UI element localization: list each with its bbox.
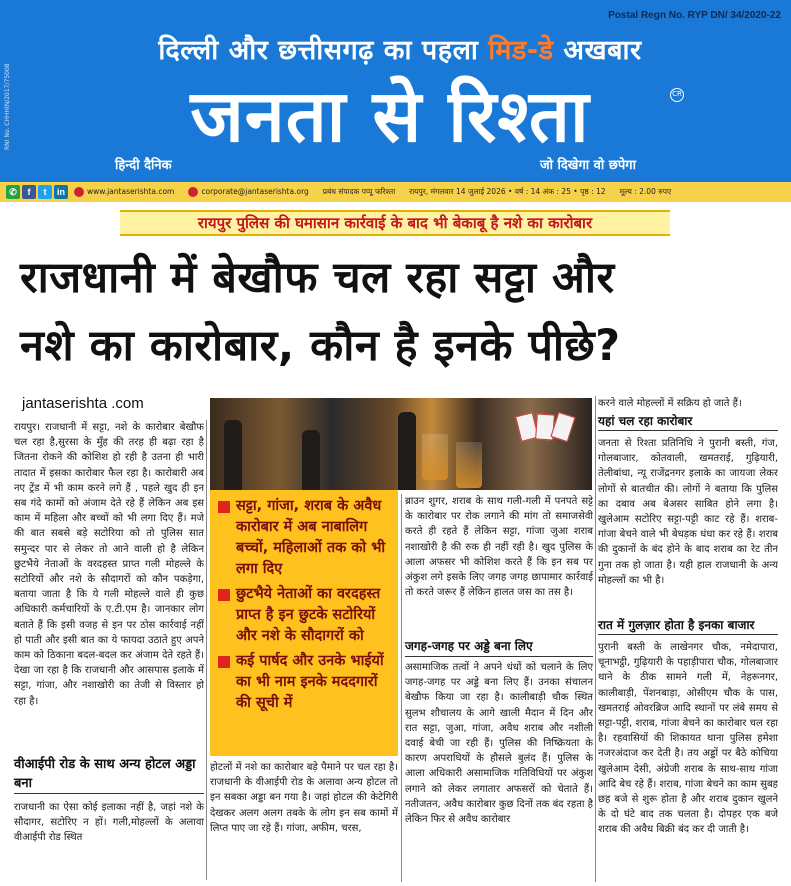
tagline-part2: अखबार [553, 35, 642, 66]
bullet-square-icon [218, 656, 230, 668]
article-column-left-continued [14, 800, 204, 880]
globe-icon [74, 187, 84, 197]
bottle-shape [302, 430, 320, 490]
linkedin-icon[interactable]: in [54, 185, 68, 199]
masthead-tagline [40, 30, 760, 67]
mail-icon [188, 187, 198, 197]
article-paragraph: होटलों में नशे का कारोबार बड़े पैमाने पर चल रहा है। राजधानी के वीआईपी रोड के अलावा अन्य होटल तो इन सबका अड्डा बन गया है। जहां होटल की केटेगिरी देखकर अलग अलग तबके के लोग इन सब कामों में लिप्त पाए जा रहे हैं। गांजा, अफीम, चरस, [210, 762, 398, 834]
article-photo [210, 398, 592, 490]
article-paragraph: रायपुर। राजधानी में सट्टा, नशे के कारोबार बेखौफ चल रहा है,सुरसा के मुँह की तरह ही बढ़ा रहा है जितना रोकने की कोशिश हो रही है उतना ही भारी तादात में इसका कारोबार फैल रहा है। कारोबारी अब नए ट्रेंड में भी काम करने लगे हैं , पहले खुद ही इन सब गंदे कामों को अंजाम देते रहे हैं लेकिन अब इस काम में महिला और बच्चों को भी लगा दिए हैं। मजे की बात सबसे बड़े सटोरिया को तो पुलिस सात समुन्दर पार से लेकर तो आने वाली हो है लेकिन छुटभैये नेताओं के वरदहस्त प्राप्त गली मोहल्ले के सटोरियों और नशे के सौदागरों को कौन पकड़ेगा, बताया जाता है कि ये गली मोहल्ले वाले ही कुछ अधिकारी कर्मचारियों के ए.टी.एम है। जानकार लोग बताते हैं कि इसी वजह से इन पर ठोस कार्रवाई नहीं हो पाती और इसी बात का ये फायदा उठाते हुए अपने काम को ठिकाना बदल-बदल कर अंजाम देते रहते हैं। देखा जा रहा है कि राजधानी और आसपास इलाके में सट्टा, गांजा, और नशाखोरी का तेजी से विस्तार हो रहा है। [14, 422, 204, 707]
email-link[interactable] [188, 187, 308, 197]
postal-registration: Postal Regn No. RYP DN/ 34/2020-22 [608, 10, 781, 21]
email-text: corporate@jantaserishta.org [201, 187, 309, 196]
tagline-highlight: मिड-डे [488, 35, 554, 66]
article-paragraph: ब्राउन शुगर, शराब के साथ गली-गली में पनपते सट्टे के कारोबार पर रोक लगाने की मांग तो समाजसेवी करते ही रहते हैं लेकिन सट्टा, गांजा जुआ शराब नशाखोरी है की रुक ही नहीं रही है। खुद पुलिस के आला अफसर भी कोशिश करते हैं कि इन सब पर अंकुश लगे इसके लिए जगह जगह छापामार कार्रवाई तो करते जरूर हैं लेकिन हालत जस का तस है। [405, 496, 593, 599]
subheading-night-market: रात में गुलज़ार होता है इनका बाजार [598, 616, 778, 635]
editor-credit: प्रबंध संपादक पप्पू फरिश्ता [322, 187, 396, 196]
newspaper-logo[interactable]: जनता से रिश्ता [190, 74, 590, 158]
highlight-item [218, 651, 390, 714]
column-divider [595, 396, 596, 882]
column-divider [206, 420, 207, 880]
subheading-karobar: यहां चल रहा कारोबार [598, 412, 778, 431]
kicker-headline: रायपुर पुलिस की घमासान कार्रवाई के बाद भी बेकाबू है नशे का कारोबार [120, 210, 670, 236]
highlight-item [218, 496, 390, 580]
highlight-item [218, 584, 390, 647]
article-column-right-karobar [598, 436, 778, 614]
article-paragraph: असामाजिक तत्वों ने अपने धंधों को चलाने के लिए जगह-जगह पर अड्डे बना लिए हैं। उनका संचालन बेखौफ किया जा रहा है। कालीबाड़ी चौक स्थित सुलभ शौचालय के आगे खाली मैदान में दिन और रात सट्टा, जुआ, गांजा, अवैध शराब और नशीली दवाई बेची जा रही हैं। पुलिस की निष्क्रियता के कारण अपराधियों के हौसले बुलंद हैं। पुलिस के आला अधिकारी असामाजिक गतिविधियों पर अंकुश लगाने को लेकर लगातार अफसरों को चेताते हैं। नतीजतन, अवैध कारोबार कुछ दिनों तक बंद रहता है लेकिन फिर से अवैध कारोबार [405, 662, 593, 826]
highlight-text: छुटभैये नेताओं का वरदहस्त प्राप्त है इन छुटके सटोरियों और नशे के सौदागरों को [236, 586, 381, 644]
bottle-shape [398, 412, 416, 490]
article-column-mid-upper [405, 494, 593, 634]
main-headline [20, 244, 780, 380]
registration-side-text: RNI No. CHHHIN/2017/75008 [4, 63, 11, 150]
registered-mark-icon: CR [670, 88, 684, 102]
article-paragraph: जनता से रिश्ता प्रतिनिधि ने पुरानी बस्ती, गंज, गोलबाजार, कोतवाली, खमतराई, गुढ़ियारी, तेलीबांधा, न्यू राजेंद्रनगर इलाके का जायजा लेकर लोगों से बातचीत की। लोगों ने बताया कि पुलिस का दबाव अब बेअसर साबित होने लगा है। खुलेआम सटोरिए सट्टा-पट्टी काट रहे हैं। शराब-गांजा बेचने वाले भी बेधड़क धंधा कर रहे हैं। शराब की दुकानों के बंद होने के बाद शराब का रेट तीन गुना तक हो जाता है। यही हाल राजधानी के अन्य मोहल्लों का भी है। [598, 438, 778, 586]
article-column-left [14, 420, 204, 750]
subheading-adde: जगह-जगह पर अड्डे बना लिए [405, 637, 593, 657]
issue-info: रायपुर, मंगलवार 14 जुलाई 2026 • वर्ष : 14 अंक : 25 • पृष्ठ : 12 [409, 187, 606, 196]
whatsapp-icon[interactable]: ✆ [6, 185, 20, 199]
masthead-subtitle-right: जो दिखेगा वो छपेगा [540, 158, 636, 173]
highlight-text: सट्टा, गांजा, शराब के अवैध कारोबार में अब नाबालिग बच्चों, महिलाओं तक को भी लगा दिए [236, 498, 386, 577]
highlight-text: कई पार्षद और उनके भाईयों का भी नाम इनके मददगारों की सूची में [236, 653, 384, 711]
price: मूल्य : 2.00 रुपए [619, 187, 672, 196]
bottle-shape [224, 420, 242, 490]
liquor-glass-shape [456, 442, 482, 488]
article-column-right-night [598, 640, 778, 882]
social-icons [6, 185, 68, 199]
subheading-vip-road: वीआईपी रोड के साथ अन्य होटल अड्डा बना [14, 755, 204, 794]
liquor-glass-shape [422, 434, 448, 480]
bullet-square-icon [218, 589, 230, 601]
site-link[interactable]: jantaserishta .com [22, 395, 144, 412]
main-headline-line1: राजधानी में बेखौफ चल रहा सट्टा और [20, 253, 615, 303]
main-headline-line2: नशे का कारोबार, कौन है इनके पीछे? [20, 321, 621, 371]
article-paragraph: राजधानी का ऐसा कोई इलाका नहीं है, जहां नशे के सौदागर, सटोरिए न हों। गली,मोहल्लों के अलावा वीआईपी रोड स्थित [14, 802, 204, 844]
masthead-subtitle-left: हिन्दी दैनिक [115, 158, 172, 173]
article-column-mid-lower [210, 760, 398, 882]
twitter-icon[interactable]: t [38, 185, 52, 199]
bullet-square-icon [218, 501, 230, 513]
tagline-part1: दिल्ली और छत्तीसगढ़ का पहला [158, 35, 489, 66]
facebook-icon[interactable]: f [22, 185, 36, 199]
website-link[interactable] [74, 187, 174, 197]
article-paragraph: करने वाले मोहल्लों में सक्रिय हो जाते हैं। [598, 398, 742, 409]
highlight-box [210, 490, 398, 756]
article-column-right-top [598, 396, 778, 412]
article-paragraph: पुरानी बस्ती के लाखेनगर चौक, नमेदापारा, चूनाभट्ठी, गुढ़ियारी के पहाड़ीपारा चौक, गोलबाजार थाने के ठीक सामने गली में, नेहरूनगर, कालीबाड़ी, पेंशनबाड़ा, ओसीएम चौक के पास, खमतराई ओवरब्रिज आदि स्थानों पर लंबे समय से सट्टा-पट्टी, शराब, गांजा बेचने का कारोबार चल रहा है। रहवासियों की शिकायत थाना पुलिस हमेशा नजरअंदाज कर देती है। तय अड्डों पर बैठे कोचिया खुलेआम देसी, अंग्रेजी शराब के साथ-साथ गांजा आदि बेच रहे हैं। शराब, गांजा बेचने का काम सुबह छह बजे से शुरू होता है और शराब दुकान खुलने के दो घंटे बाद तक चलता है। दोपहर एक बजे शराब की अवैध बिक्री बंद कर दी जाती है। [598, 642, 778, 836]
info-bar [0, 182, 791, 202]
article-column-mid-adde [405, 660, 593, 882]
website-text: www.jantaserishta.com [87, 187, 175, 196]
column-divider [401, 494, 402, 882]
masthead [0, 0, 791, 182]
